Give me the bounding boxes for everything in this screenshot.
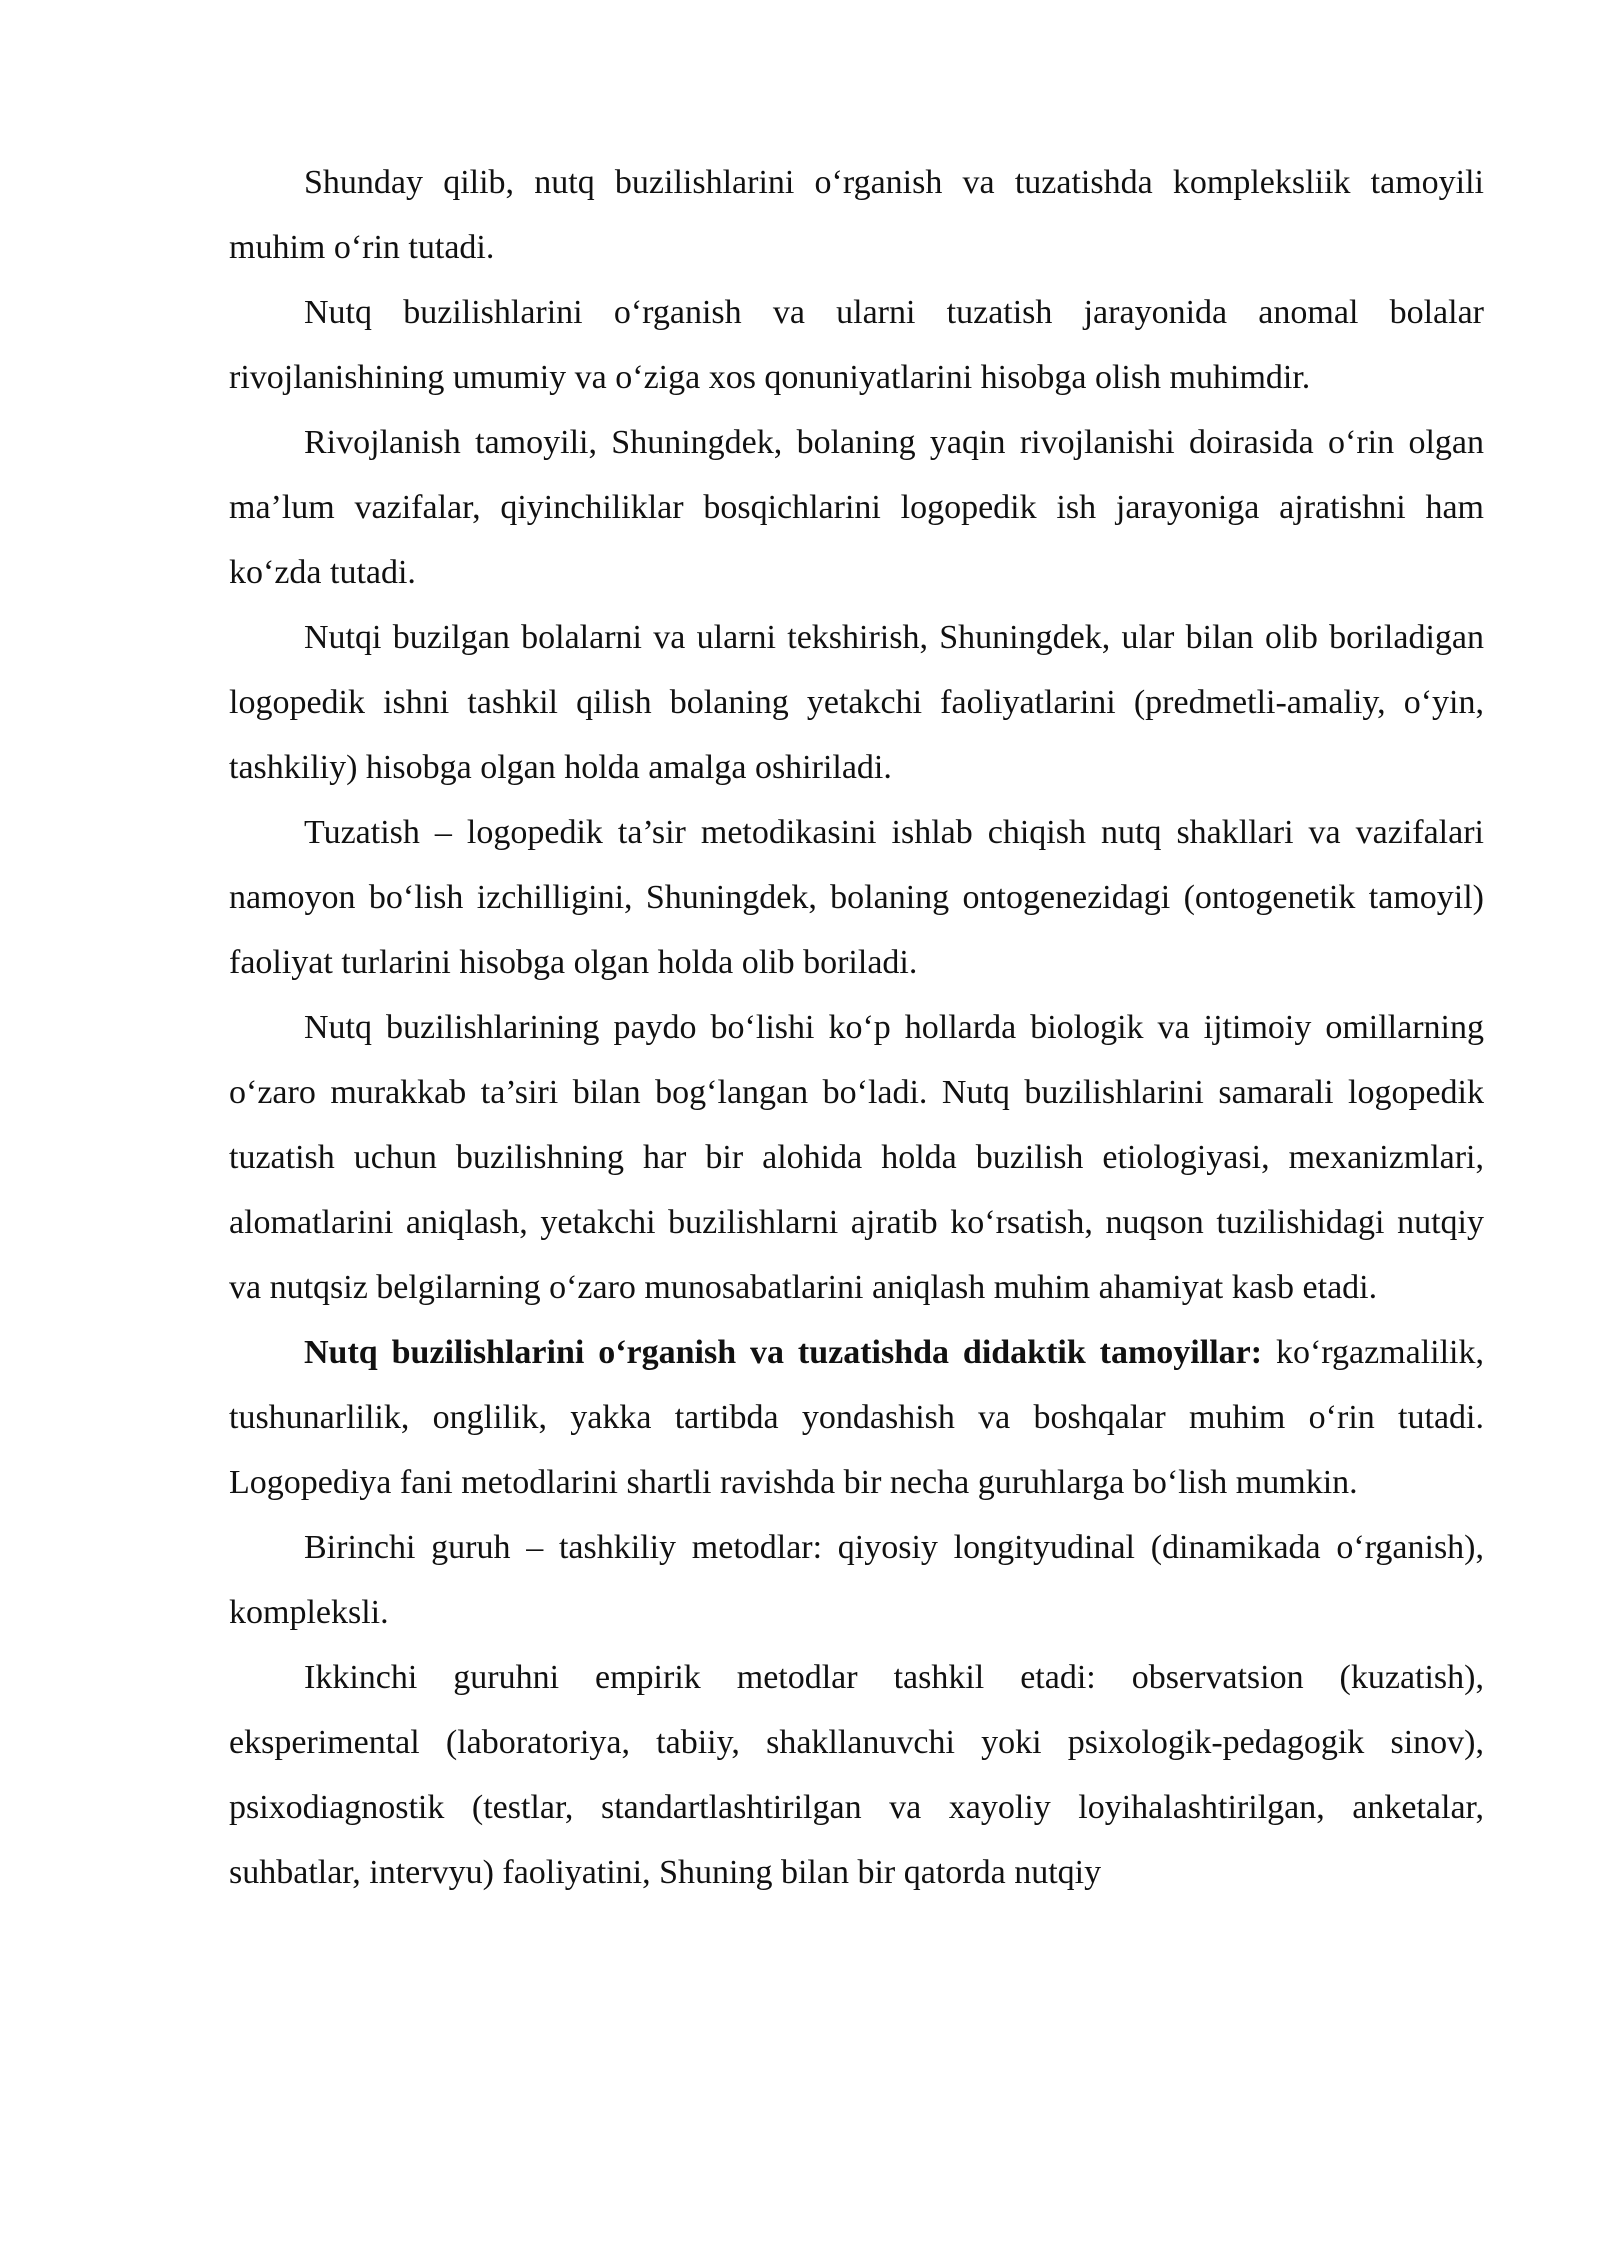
paragraph-text: Nutqi buzilgan bolalarni va ularni tekshirish, Shuningdek, ular bilan olib boriladigan logopedik ishni tashkil qilish bolaning yetakchi faoliyatlarini (predmetli-amaliy, o‘yin, tashkiliy) hisobga olgan holda amalga oshiriladi. (229, 619, 1484, 786)
paragraph-text: Shunday qilib, nutq buzilishlarini o‘rganish va tuzatishda kompleksliik tamoyili muhim o‘rin tutadi. (229, 164, 1484, 266)
paragraph-8 (229, 1515, 1484, 1645)
paragraph-text: Nutq buzilishlarining paydo bo‘lishi ko‘p hollarda biologik va ijtimoiy omillarning o‘zaro murakkab ta’siri bilan bog‘langan bo‘ladi. Nutq buzilishlarini samarali logopedik tuzatish uchun buzilishning har bir alohida holda buzilish etiologiyasi, mexanizmlari, alomatlarini aniqlash, yetakchi buzilishlarni ajratib ko‘rsatish, nuqson tuzilishidagi nutqiy va nutqsiz belgilarning o‘zaro munosabatlarini aniqlash muhim ahamiyat kasb etadi. (229, 1009, 1484, 1306)
paragraph-1 (229, 150, 1484, 280)
paragraph-text: Tuzatish – logopedik ta’sir metodikasini ishlab chiqish nutq shakllari va vazifalari namoyon bo‘lish izchilligini, Shuningdek, bolaning ontogenezidagi (ontogenetik tamoyil) faoliyat turlarini hisobga olgan holda olib boriladi. (229, 814, 1484, 981)
paragraph-text: Nutq buzilishlarini o‘rganish va ularni tuzatish jarayonida anomal bolalar rivojlanishining umumiy va o‘ziga xos qonuniyatlarini hisobga olish muhimdir. (229, 294, 1484, 396)
document-page (229, 150, 1484, 1905)
paragraph-5 (229, 800, 1484, 995)
paragraph-9 (229, 1645, 1484, 1905)
paragraph-text: ko‘rgazmalilik, tushunarlilik, onglilik, yakka tartibda yondashish va boshqalar muhim o‘rin tutadi. Logopediya fani metodlarini shartli ravishda bir necha guruhlarga bo‘lish mumkin. (229, 1334, 1484, 1501)
paragraph-2 (229, 280, 1484, 410)
paragraph-3 (229, 410, 1484, 605)
paragraph-6 (229, 995, 1484, 1320)
paragraph-7 (229, 1320, 1484, 1515)
paragraph-text: Rivojlanish tamoyili, Shuningdek, bolaning yaqin rivojlanishi doirasida o‘rin olgan ma’lum vazifalar, qiyinchiliklar bosqichlarini logopedik ish jarayoniga ajratishni ham ko‘zda tutadi. (229, 424, 1484, 591)
paragraph-text: Birinchi guruh – tashkiliy metodlar: qiyosiy longityudinal (dinamikada o‘rganish), kompleksli. (229, 1529, 1484, 1631)
paragraph-bold-heading: Nutq buzilishlarini o‘rganish va tuzatishda didaktik tamoyillar: (304, 1334, 1263, 1371)
paragraph-text: Ikkinchi guruhni empirik metodlar tashkil etadi: observatsion (kuzatish), eksperimental (laboratoriya, tabiiy, shakllanuvchi yoki psixologik-pedagogik sinov), psixodiagnostik (testlar, standartlashtirilgan va xayoliy loyihalashtirilgan, anketalar, suhbatlar, intervyu) faoliyatini, Shuning bilan bir qatorda nutqiy (229, 1659, 1484, 1891)
paragraph-4 (229, 605, 1484, 800)
